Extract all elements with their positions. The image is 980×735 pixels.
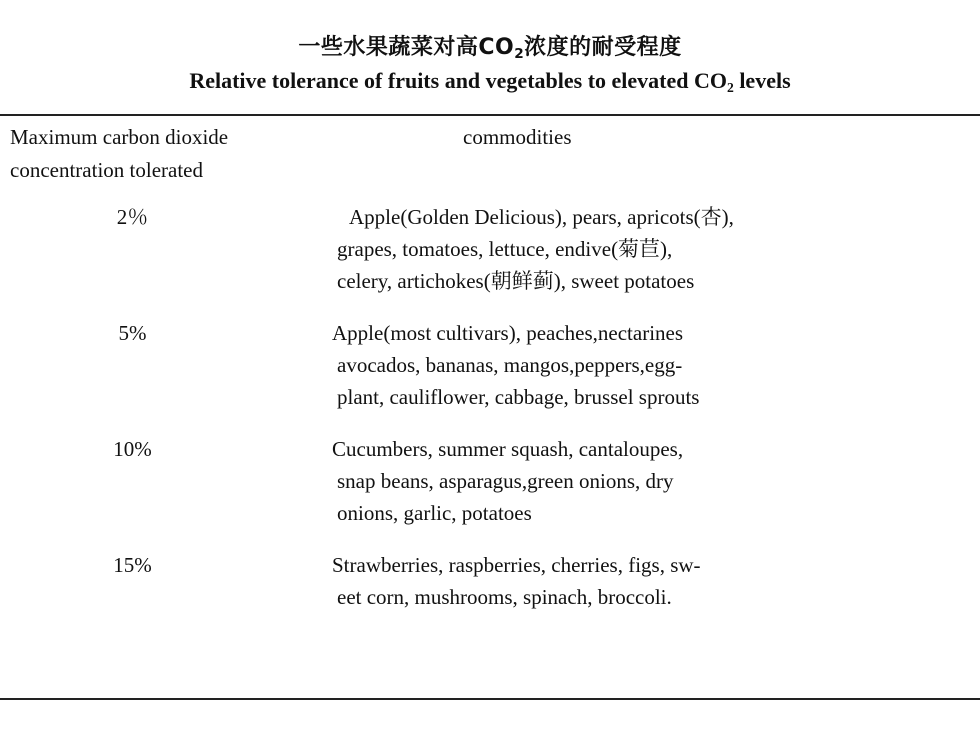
tolerance-table (0, 114, 980, 700)
table-row-line: onions, garlic, potatoes (337, 501, 532, 525)
title-chinese (0, 34, 980, 62)
row-2-commodities (332, 202, 734, 298)
title-chinese-text-before: 一些水果蔬菜对高 (298, 35, 479, 60)
header-concentration-line2: concentration tolerated (10, 158, 203, 182)
table-row-line: grapes, tomatoes, lettuce, endive(菊苣), (337, 237, 673, 261)
table-row-line: snap beans, asparagus,green onions, dry (337, 469, 674, 493)
header-concentration (10, 122, 228, 185)
table-row-line: avocados, bananas, mangos,peppers,egg- (337, 353, 683, 377)
row-15-concentration: 15% (113, 553, 152, 577)
table-row-line: Cucumbers, summer squash, cantaloupes, (332, 437, 684, 461)
title-english-chem: CO (694, 68, 727, 93)
title-chinese-chem: CO (478, 35, 515, 60)
title-chinese-text-after: 浓度的耐受程度 (524, 35, 682, 60)
row-2-concentration: 2％ (116, 205, 149, 229)
table-row-line: plant, cauliflower, cabbage, brussel sprouts (337, 385, 700, 409)
table-row-line: Strawberries, raspberries, cherries, figs, sw- (332, 553, 701, 577)
row-15-commodities (332, 550, 701, 614)
header-concentration-line1: Maximum carbon dioxide (10, 125, 229, 149)
title-chinese-subscript: 2 (514, 46, 525, 63)
header-commodities: commodities (463, 125, 572, 149)
title-english-subscript: 2 (727, 80, 734, 96)
title-english-text-before: Relative tolerance of fruits and vegetables to elevated (189, 68, 694, 93)
table-row-line: Apple(Golden Delicious), pears, apricots(杏), (349, 205, 734, 229)
table-row-line: Apple(most cultivars), peaches,nectarines (332, 321, 684, 345)
title-english (0, 66, 980, 96)
row-5-commodities (332, 318, 699, 414)
table-row-line: celery, artichokes(朝鲜蓟), sweet potatoes (337, 269, 695, 293)
title-english-text-after: levels (733, 68, 791, 93)
row-5-concentration: 5% (118, 321, 147, 345)
row-10-commodities (332, 434, 683, 530)
row-10-concentration: 10% (113, 437, 152, 461)
table-row-line: eet corn, mushrooms, spinach, broccoli. (337, 585, 672, 609)
